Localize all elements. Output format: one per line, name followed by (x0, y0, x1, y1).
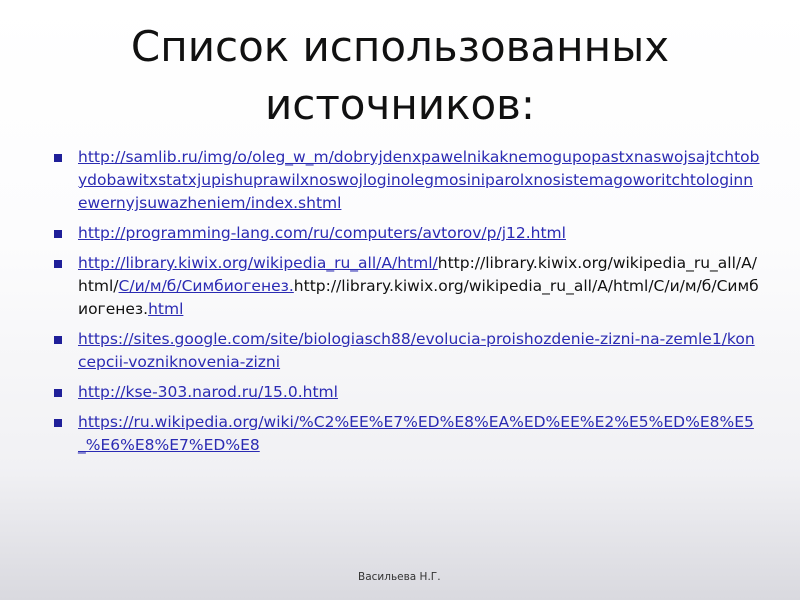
source-link-samlib[interactable]: http://samlib.ru/img/o/oleg_w_m/dobryjdenxpawelnikaknemogupopastxnaswojsajtchtobydobawitxstatxjupishuprawilxnoswojloginolegmosiniparolxnosistemagoworitchtologinnewernyjsuwazheniem/index.shtml (78, 148, 760, 212)
bullet-square-icon (54, 260, 62, 268)
sources-list (54, 146, 762, 464)
source-link-google-sites[interactable]: https://sites.google.com/site/biologiasch88/evolucia-proishozdenie-zizni-na-zemle1/koncepcii-vozniknovenia-zizni (78, 330, 755, 371)
source-item-5 (54, 381, 762, 404)
bullet-square-icon (54, 419, 62, 427)
source-item-1 (54, 146, 762, 215)
source-link-kse-303[interactable]: http://kse-303.narod.ru/15.0.html (78, 383, 338, 401)
bullet-square-icon (54, 230, 62, 238)
source-link-kiwix-html[interactable]: html (148, 300, 184, 318)
source-item-6 (54, 411, 762, 457)
source-link-kiwix-symbiogenesis[interactable]: С/и/м/б/Симбиогенез. (118, 277, 294, 295)
source-text-kiwix-a: http://library.kiwix.org/wikipedia_ru_all/A/html/ (78, 254, 757, 295)
title-line-1: Список использованных (130, 22, 670, 71)
bullet-square-icon (54, 154, 62, 162)
page-title (60, 18, 740, 134)
source-item-4 (54, 328, 762, 374)
bullet-square-icon (54, 389, 62, 397)
source-link-programming-lang[interactable]: http://programming-lang.com/ru/computers/avtorov/p/j12.html (78, 224, 566, 242)
bullet-square-icon (54, 336, 62, 344)
source-link-kiwix[interactable]: http://library.kiwix.org/wikipedia_ru_all/A/html/ (78, 254, 438, 272)
source-link-wikipedia[interactable]: https://ru.wikipedia.org/wiki/%C2%EE%E7%ED%E8%EA%ED%EE%E2%E5%ED%E8%E5_%E6%E8%E7%ED%E8 (78, 413, 754, 454)
source-item-3 (54, 252, 762, 321)
source-text-kiwix-b: http://library.kiwix.org/wikipedia_ru_all/A/html/С/и/м/б/Симбиогенез. (78, 277, 759, 318)
title-line-2: источников: (264, 80, 536, 129)
source-item-2 (54, 222, 762, 245)
footer-author: Васильева Н.Г. (358, 571, 441, 583)
